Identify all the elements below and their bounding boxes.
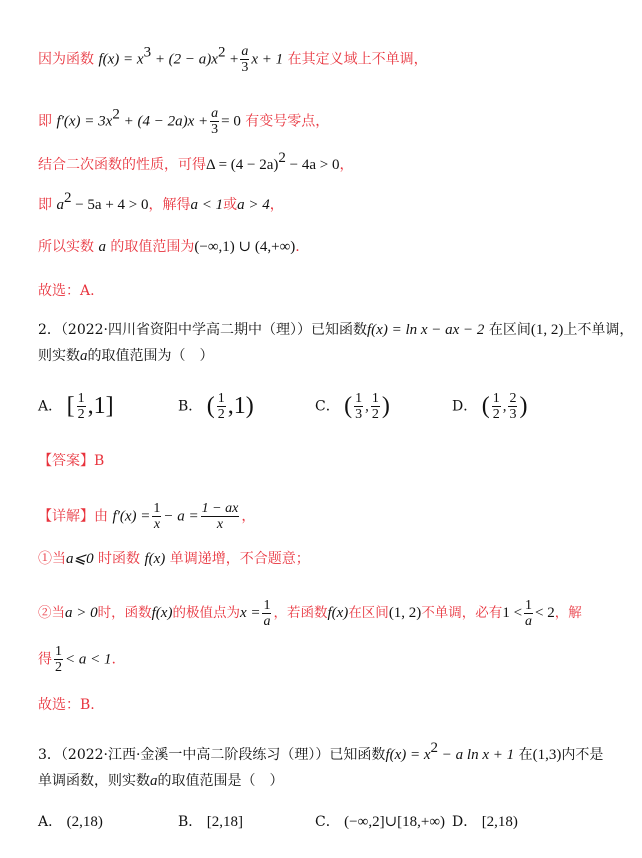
formula: a xyxy=(56,197,64,213)
formula: f′(x) = xyxy=(112,508,151,525)
formula: = 0 xyxy=(221,113,241,130)
formula: + (4 − 2a)x + xyxy=(119,113,209,130)
text: 因为函数 xyxy=(38,51,94,68)
text: ， xyxy=(339,157,354,173)
text: 有变号零点， xyxy=(245,113,330,130)
question-2-option-a[interactable]: A． [ $\frac{1}{2}$ ,1] xyxy=(38,391,114,422)
solution-line-4: 即 $a^2 - 5a + 4 > 0$，解得a < 1或a > 4， xyxy=(38,190,284,213)
text: 单调函数，则实数 xyxy=(38,773,150,789)
text: 即 xyxy=(38,113,52,130)
formula: f(x) xyxy=(144,551,166,567)
formula: − 5a + 4 > 0 xyxy=(71,197,149,213)
text: 内不是 xyxy=(561,747,604,763)
question-2-option-b[interactable]: B． ( $\frac{1}{2}$ ,1) xyxy=(178,391,254,422)
fraction: $\frac{a}{3}$ xyxy=(211,106,219,137)
text: 在区间 xyxy=(488,322,531,338)
formula: f(x) = x xyxy=(98,51,144,68)
answer-line xyxy=(38,451,104,471)
text: 或 xyxy=(223,197,238,213)
formula: a⩽0 xyxy=(66,551,94,567)
text: 的取值范围为 xyxy=(110,239,195,255)
formula: x + 1 xyxy=(251,51,284,68)
solution-conclusion-a: 故选：A. xyxy=(38,283,95,299)
text: 上不单调， xyxy=(563,322,634,338)
solution-line-5 xyxy=(38,237,300,257)
formula: Δ = (4 − 2a) xyxy=(206,157,279,173)
question-3-option-d[interactable]: D． [2,18) xyxy=(452,814,518,830)
text: 的取值范围为（ ） xyxy=(87,348,214,364)
case-1-line xyxy=(38,549,310,569)
detail-label: 【详解】 xyxy=(38,508,94,525)
formula: a > 4 xyxy=(237,197,270,213)
text: 结合二次函数的性质，可得 xyxy=(38,157,206,173)
formula: + (2 − a)x xyxy=(151,51,218,68)
detail-line: 【详解】由 f′(x) = $\frac{1}{x}$ − a = $\frac{1 - ax}{x}$ ， xyxy=(38,501,256,532)
formula: − a ln x + 1 xyxy=(438,747,515,763)
text: 单调递增，不合题意； xyxy=(169,551,310,567)
text: ， xyxy=(241,508,256,525)
formula: − a = xyxy=(163,508,199,525)
text: 2．（2022·四川省资阳中学高二期中（理））已知函数 xyxy=(38,322,367,338)
text: ， xyxy=(269,197,284,213)
case-2-line-2: 得 $\frac{1}{2}$ < a < 1. xyxy=(38,644,116,675)
text: 由 xyxy=(94,508,108,525)
text: 在 xyxy=(518,747,533,763)
solution-line-2: 即 $f'(x) = 3x^2 + (4 - 2a)x$ + $\frac{a}{3}$ = 0 有变号零点， xyxy=(38,106,330,137)
variable: a xyxy=(98,239,106,255)
question-2-option-d[interactable]: D． ( $\frac{1}{2}$ , $\frac{2}{3}$ ) xyxy=(452,391,528,422)
question-3-stem-line-2 xyxy=(38,771,284,791)
question-3-stem-line-1: 3．（2022·江西·金溪一中高二阶段练习（理））已知函数$f(x) = x^2 - a$ ln x + 1 在(1,3)内不是 xyxy=(38,740,604,763)
formula: f(x) = ln x − ax − 2 xyxy=(367,322,485,338)
formula: (−∞,1) ∪ (4,+∞) xyxy=(194,239,296,255)
text: . xyxy=(295,239,300,255)
formula: a < 1 xyxy=(190,197,224,213)
formula: f(x) = x xyxy=(385,747,431,763)
question-2-option-c[interactable]: C． ( $\frac{1}{3}$ , $\frac{1}{2}$ ) xyxy=(315,391,390,422)
question-3-option-c[interactable]: C． (−∞,2]∪[18,+∞) xyxy=(315,814,446,830)
case-2-line-1: ②当a > 0时，函数f(x)的极值点为x = $\frac{1}{a}$ ，若函数f(x)在区间(1, 2)不单调，必有1 < $\frac{1}{a}$ < 2，解 xyxy=(38,598,582,629)
question-2-stem-line-2 xyxy=(38,346,214,366)
answer-label: 【答案】 xyxy=(38,453,94,469)
text: 在其定义域上不单调， xyxy=(287,51,428,68)
variable: a xyxy=(150,773,158,789)
text: 则实数 xyxy=(38,348,80,364)
question-2-stem-line-1 xyxy=(38,320,633,340)
answer-value: B xyxy=(94,453,105,469)
text: ，解得 xyxy=(148,197,191,213)
text: 时函数 xyxy=(98,551,141,567)
solution-line-3: 结合二次函数的性质，可得$\Delta = (4 - 2a)^2 - 4a > 0$， xyxy=(38,150,354,173)
formula: − 4a > 0 xyxy=(285,157,340,173)
question-3-option-a[interactable]: A． (2,18) xyxy=(38,814,103,830)
text: 的取值范围是（ ） xyxy=(157,773,284,789)
fraction: $\frac{a}{3}$ xyxy=(241,44,249,75)
interval: (1,3) xyxy=(532,747,562,763)
interval: (1, 2) xyxy=(530,322,564,338)
text: ①当 xyxy=(38,551,66,567)
formula: f′(x) = 3x xyxy=(56,113,113,130)
question-3-option-b[interactable]: B． [2,18] xyxy=(178,814,243,830)
solution-conclusion-b: 故选：B. xyxy=(38,697,95,713)
text: 即 xyxy=(38,197,52,213)
variable: a xyxy=(80,348,88,364)
solution-line-1: 因为函数 $f(x) = x^3 + (2 - a)x^2$ + $\frac{a}{3}$ x + 1 在其定义域上不单调， xyxy=(38,44,428,75)
text: 所以实数 xyxy=(38,239,94,255)
text: 3．（2022·江西·金溪一中高二阶段练习（理））已知函数 xyxy=(38,747,386,763)
